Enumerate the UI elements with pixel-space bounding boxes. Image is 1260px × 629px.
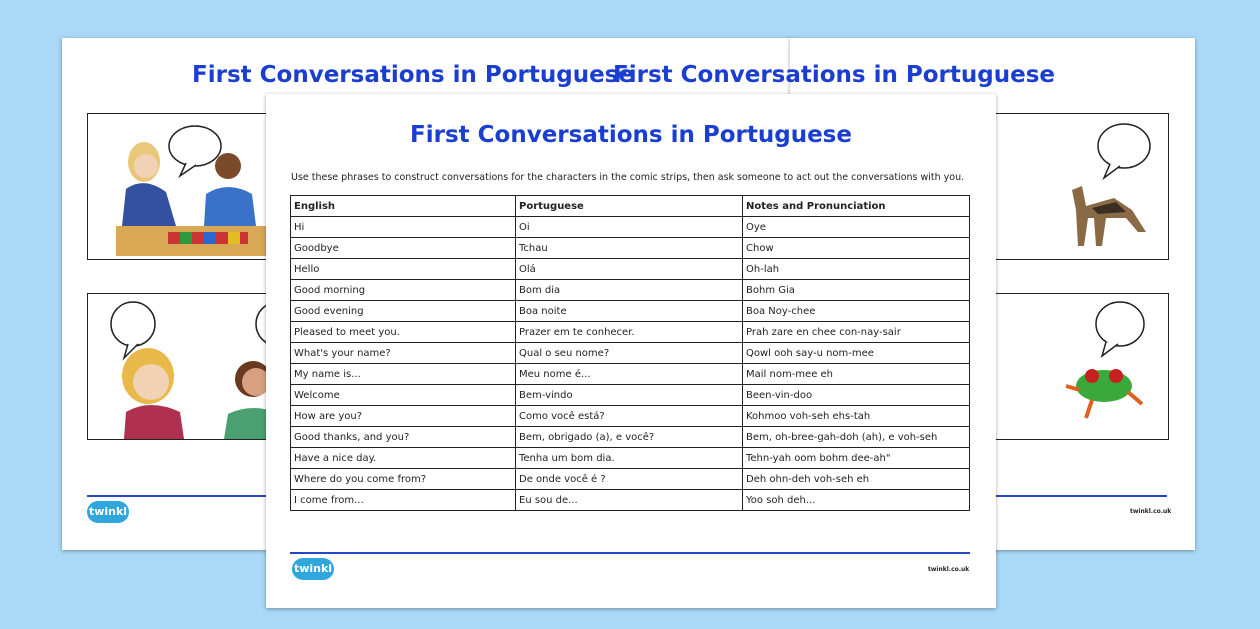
cell-portuguese: Tchau: [516, 238, 743, 259]
cell-portuguese: Oi: [516, 217, 743, 238]
table-row: [291, 448, 970, 469]
cell-pronunciation: Chow: [743, 238, 970, 259]
header-english: English: [291, 196, 516, 217]
table-row: [291, 322, 970, 343]
cell-english: What's your name?: [291, 343, 516, 364]
cell-portuguese: Meu nome é...: [516, 364, 743, 385]
front-footer-line: [290, 552, 970, 554]
header-pronunciation: Notes and Pronunciation: [743, 196, 970, 217]
cell-pronunciation: Kohmoo voh-seh ehs-tah: [743, 406, 970, 427]
cell-english: Good evening: [291, 301, 516, 322]
front-site-url: twinkl.co.uk: [928, 566, 970, 573]
front-sheet: [266, 94, 996, 608]
table-row: [291, 385, 970, 406]
cell-english: Where do you come from?: [291, 469, 516, 490]
cell-portuguese: Olá: [516, 259, 743, 280]
table-row: [291, 427, 970, 448]
cell-english: How are you?: [291, 406, 516, 427]
cell-portuguese: Bem-vindo: [516, 385, 743, 406]
instructions: Use these phrases to construct conversations for the characters in the comic strips, then ask someone to act out the conversations with you.: [291, 172, 965, 183]
cell-english: Pleased to meet you.: [291, 322, 516, 343]
cell-english: Good morning: [291, 280, 516, 301]
cell-pronunciation: Oye: [743, 217, 970, 238]
cell-pronunciation: Deh ohn-deh voh-seh eh: [743, 469, 970, 490]
back-left-title: First Conversations in Portuguese: [192, 62, 634, 88]
cell-portuguese: Tenha um bom dia.: [516, 448, 743, 469]
cell-portuguese: Como você está?: [516, 406, 743, 427]
table-row: [291, 343, 970, 364]
cell-pronunciation: Bem, oh-bree-gah-doh (ah), e voh-seh: [743, 427, 970, 448]
cell-portuguese: Boa noite: [516, 301, 743, 322]
cell-english: Good thanks, and you?: [291, 427, 516, 448]
cell-pronunciation: Mail nom-mee eh: [743, 364, 970, 385]
back-left-brand-logo: twinkl: [87, 501, 129, 523]
cell-portuguese: Bom dia: [516, 280, 743, 301]
cell-english: I come from...: [291, 490, 516, 511]
header-portuguese: Portuguese: [516, 196, 743, 217]
cell-english: Have a nice day.: [291, 448, 516, 469]
cell-pronunciation: Yoo soh deh...: [743, 490, 970, 511]
cell-portuguese: Bem, obrigado (a), e você?: [516, 427, 743, 448]
cell-english: Goodbye: [291, 238, 516, 259]
cell-pronunciation: Boa Noy-chee: [743, 301, 970, 322]
cell-english: Hi: [291, 217, 516, 238]
cell-pronunciation: Oh-lah: [743, 259, 970, 280]
phrase-table: [290, 195, 970, 511]
cell-portuguese: De onde você é ?: [516, 469, 743, 490]
page-title: First Conversations in Portuguese: [410, 122, 852, 148]
table-row: [291, 217, 970, 238]
cell-pronunciation: Bohm Gia: [743, 280, 970, 301]
cell-portuguese: Eu sou de...: [516, 490, 743, 511]
back-right-site-url: twinkl.co.uk: [1130, 508, 1172, 515]
cell-english: Welcome: [291, 385, 516, 406]
cell-portuguese: Qual o seu nome?: [516, 343, 743, 364]
table-row: [291, 364, 970, 385]
table-row: [291, 259, 970, 280]
table-row: [291, 406, 970, 427]
cell-pronunciation: Prah zare en chee con-nay-sair: [743, 322, 970, 343]
cell-english: Hello: [291, 259, 516, 280]
cell-pronunciation: Qowl ooh say-u nom-mee: [743, 343, 970, 364]
cell-english: My name is...: [291, 364, 516, 385]
cell-portuguese: Prazer em te conhecer.: [516, 322, 743, 343]
table-row: [291, 238, 970, 259]
cell-pronunciation: Been-vin-doo: [743, 385, 970, 406]
back-right-title: First Conversations in Portuguese: [613, 62, 1055, 88]
table-header-row: [291, 196, 970, 217]
cell-pronunciation: Tehn-yah oom bohm dee-ah": [743, 448, 970, 469]
front-brand-logo: twinkl: [292, 558, 334, 580]
table-row: [291, 280, 970, 301]
table-row: [291, 490, 970, 511]
table-row: [291, 469, 970, 490]
table-row: [291, 301, 970, 322]
